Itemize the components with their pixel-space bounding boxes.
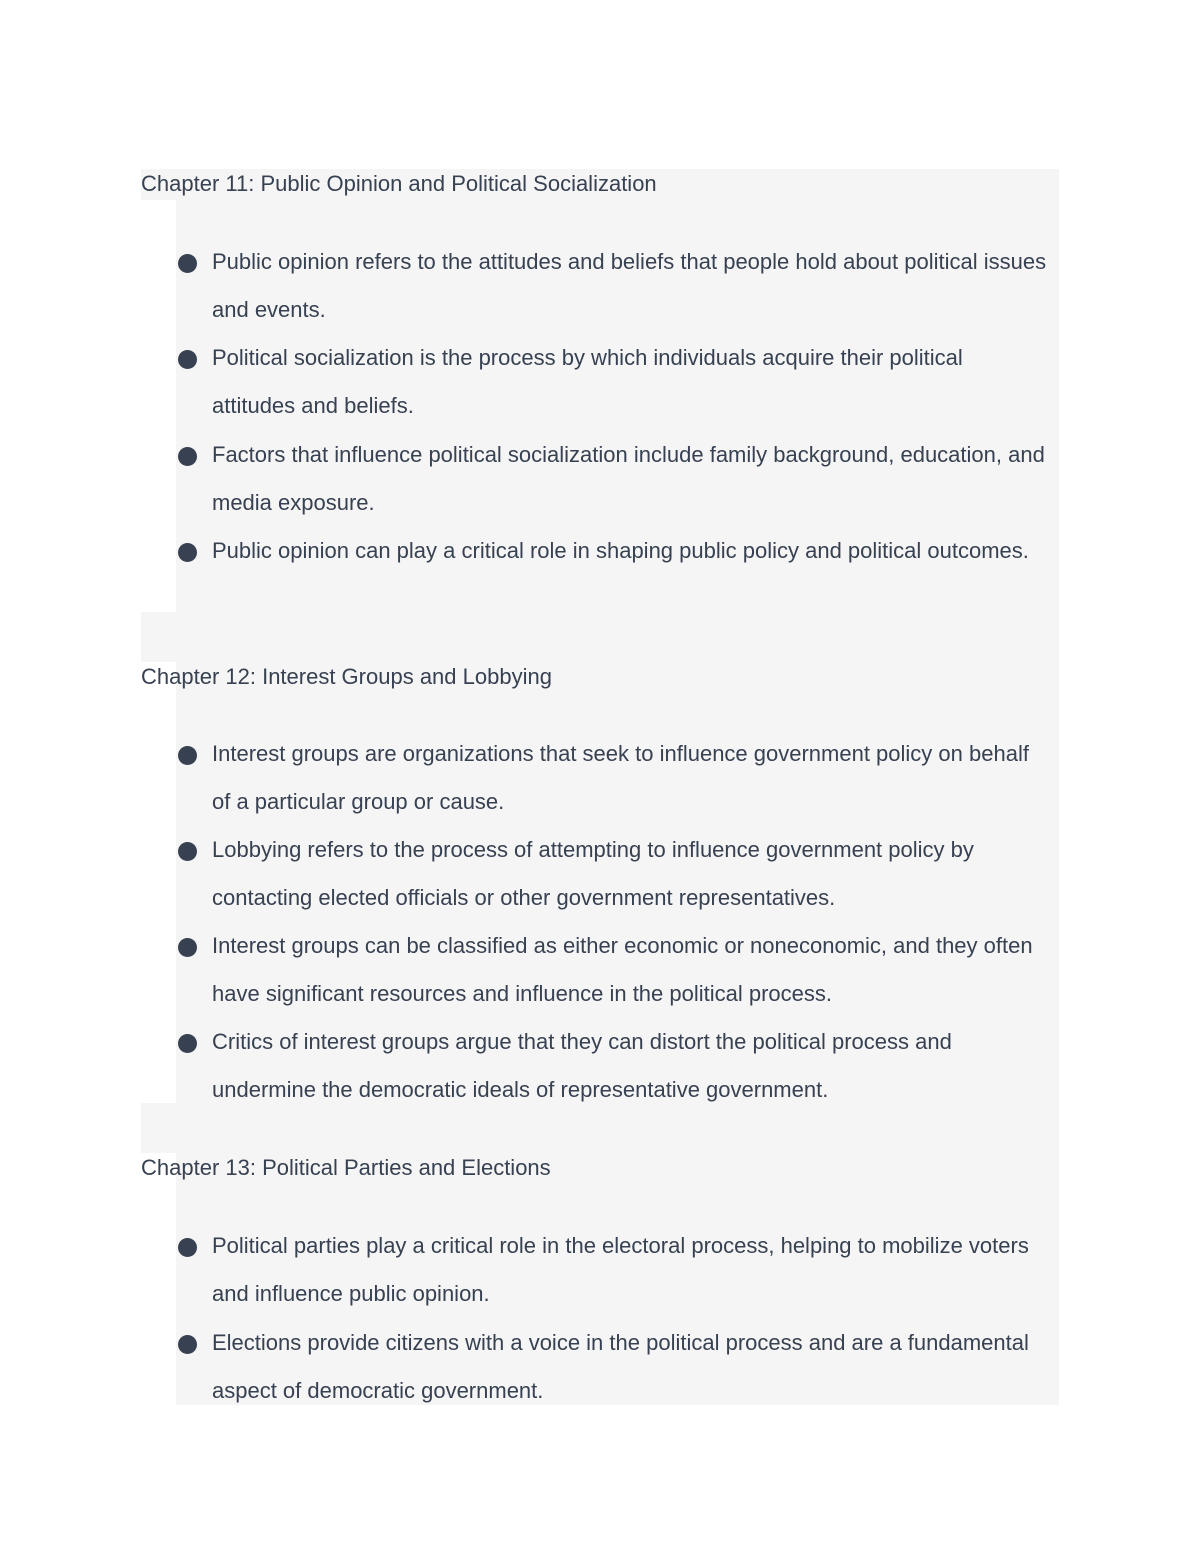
bullet-icon [178,746,197,765]
list-item: Factors that influence political socialization include family background, education, and media exposure. [212,442,1045,515]
list-item: Interest groups can be classified as either economic or noneconomic, and they often have significant resources and influence in the political process. [212,933,1033,1006]
list-item: Critics of interest groups argue that they can distort the political process and undermine the democratic ideals of representative government. [212,1029,952,1102]
bullet-icon [178,938,197,957]
list-item: Public opinion can play a critical role in shaping public policy and political outcomes. [212,538,1029,563]
bullet-icon [178,350,197,369]
chapter-heading: Chapter 11: Public Opinion and Political Socialization [141,171,657,196]
chapter-heading: Chapter 13: Political Parties and Elections [141,1155,551,1180]
bullet-icon [178,842,197,861]
bullet-icon [178,1034,197,1053]
list-item: Public opinion refers to the attitudes and beliefs that people hold about political issues and events. [212,249,1047,322]
bullet-icon [178,543,197,562]
chapter-heading: Chapter 12: Interest Groups and Lobbying [141,664,552,689]
list-item: Lobbying refers to the process of attempting to influence government policy by contacting elected officials or other government representatives. [212,837,974,910]
bullet-icon [178,447,197,466]
list-item: Interest groups are organizations that seek to influence government policy on behalf of a particular group or cause. [212,741,1029,814]
chapter-11-gap-panel [141,612,1059,662]
bullet-icon [178,1335,197,1354]
list-item: Political socialization is the process by which individuals acquire their political attitudes and beliefs. [212,345,963,418]
list-item: Political parties play a critical role in the electoral process, helping to mobilize voters and influence public opinion. [212,1233,1029,1306]
bullet-icon [178,254,197,273]
list-item: Elections provide citizens with a voice in the political process and are a fundamental aspect of democratic government. [212,1330,1029,1403]
bullet-icon [178,1238,197,1257]
